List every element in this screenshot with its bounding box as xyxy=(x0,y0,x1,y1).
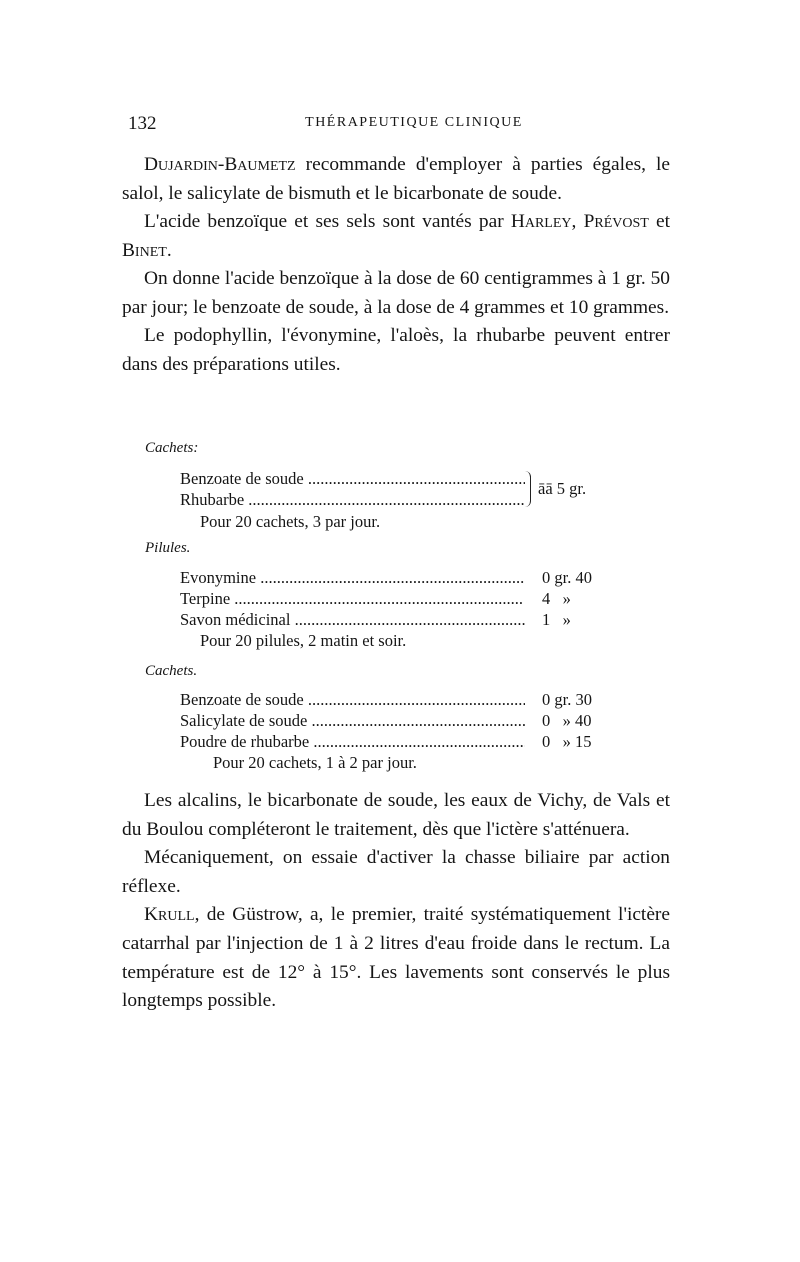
prescription-item: Salicylate de soude ..... xyxy=(180,711,525,731)
prescription-directions: Pour 20 cachets, 3 par jour. xyxy=(200,512,381,531)
author-name: Krull xyxy=(144,904,195,926)
paragraph-text: recommande d'employer à parties égales, le salol, le salicylate de bismuth et le bicarbonate de soude. xyxy=(122,154,670,204)
prescription-heading: Cachets. xyxy=(145,663,198,679)
author-name: Harley xyxy=(510,211,572,232)
running-title: THÉRAPEUTIQUE CLINIQUE xyxy=(305,115,523,130)
paragraph-text: . xyxy=(166,239,172,261)
page-number: 132 xyxy=(128,113,157,134)
prescription-dose: 0 gr. 40 xyxy=(542,568,592,587)
prescription-dose: 1 » xyxy=(542,610,571,629)
paragraph-podophyllin: Le podophyllin, l'évonymine, l'aloès, la rhubarbe peuvent entrer dans des préparations utiles. xyxy=(122,325,670,375)
paragraph-krull xyxy=(122,901,670,1015)
author-name: Prévost xyxy=(583,211,649,232)
brace xyxy=(522,471,531,507)
prescription-item: Evonymine ..... xyxy=(180,568,525,588)
prescription-item: Terpine ..... xyxy=(180,589,525,609)
prescription-directions: Pour 20 pilules, 2 matin et soir. xyxy=(200,631,407,650)
paragraph-dosage: On donne l'acide benzoïque à la dose de 60 centigrammes à 1 gr. 50 par jour; le benzoate de soude, à la dose de 4 grammes et 10 grammes. xyxy=(122,268,670,318)
paragraph-text: et xyxy=(648,211,670,232)
prescription-heading: Pilules. xyxy=(145,540,191,556)
author-name: Dujardin-Baumetz xyxy=(144,154,296,175)
prescription-dose: 0 gr. 30 xyxy=(542,690,592,709)
paragraph-dujardin xyxy=(122,151,670,208)
prescription-item: Benzoate de soude ..... xyxy=(180,690,525,710)
paragraph-mecaniquement: Mécaniquement, on essaie d'activer la chasse biliaire par action réflexe. xyxy=(122,847,670,897)
paragraph-alcalins: Les alcalins, le bicarbonate de soude, les eaux de Vichy, de Vals et du Boulou compléteront le traitement, dès que l'ictère s'atténuera. xyxy=(122,790,670,840)
prescription-dose: āā 5 gr. xyxy=(538,479,587,498)
prescription-item: Poudre de rhubarbe ..... xyxy=(180,732,525,752)
prescription-dose: 4 » xyxy=(542,589,571,608)
paragraph-text: L'acide benzoïque et ses sels sont vantés par xyxy=(144,211,511,232)
prescription-dose: 0 » 40 xyxy=(542,711,592,730)
prescription-item: Savon médicinal ..... xyxy=(180,610,525,630)
author-name: Binet xyxy=(122,239,167,261)
top-paragraphs xyxy=(122,151,670,379)
prescription-item: Rhubarbe ..... xyxy=(180,490,525,510)
paragraph-text: , xyxy=(571,211,584,232)
paragraph-text: , de Güstrow, a, le premier, traité systématiquement l'ictère catarrhal par l'injection de 1 à 2 litres d'eau froide dans le rectum. La température est de 12° à 15°. Les lavements sont conservés le plus longtemps possible. xyxy=(122,904,670,1012)
page-header xyxy=(128,113,680,137)
prescription-item: Benzoate de soude ..... xyxy=(180,469,525,489)
prescription-heading: Cachets: xyxy=(145,440,199,456)
prescription-directions: Pour 20 cachets, 1 à 2 par jour. xyxy=(213,753,417,772)
bottom-paragraphs xyxy=(122,787,670,1016)
paragraph-benzoic-acid xyxy=(122,208,670,265)
prescription-dose: 0 » 15 xyxy=(542,732,592,751)
